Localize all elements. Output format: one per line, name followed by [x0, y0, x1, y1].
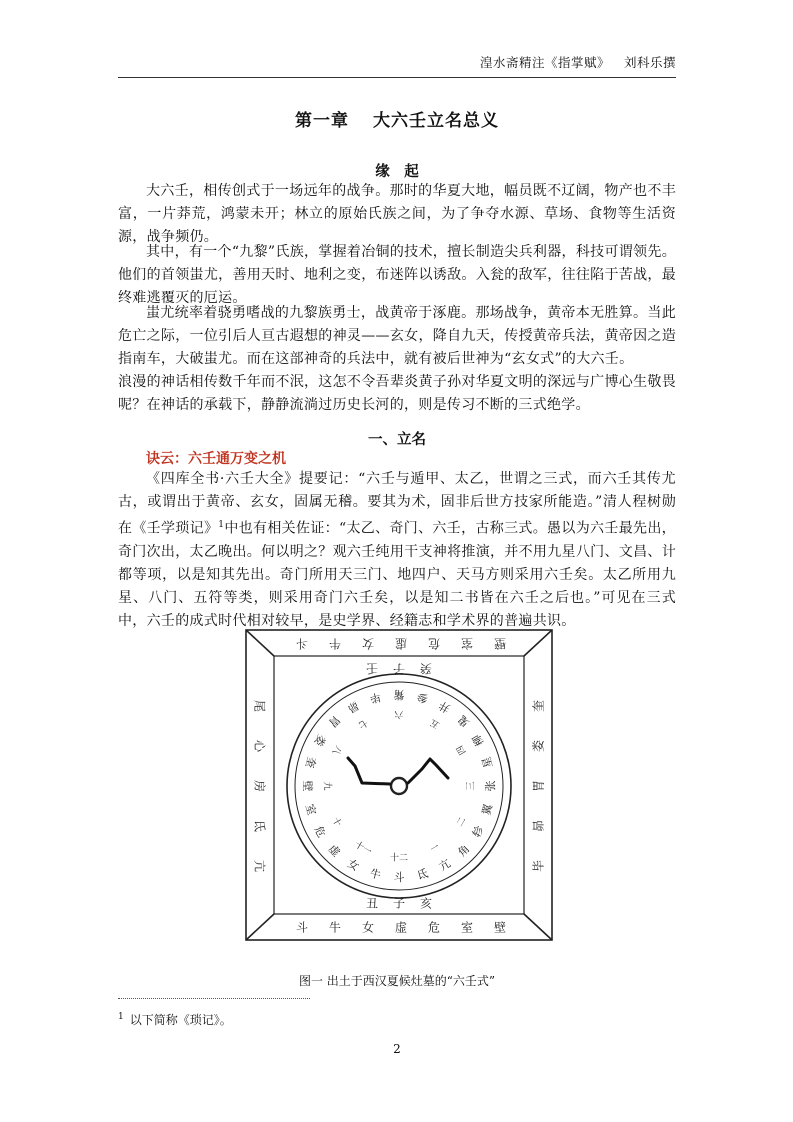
- outer-band-bottom-label: 虚: [394, 920, 408, 935]
- outer-square: [246, 630, 552, 940]
- footnote-divider: [118, 998, 310, 999]
- chapter-name: 大六壬立名总义: [373, 111, 499, 131]
- footnote-mark: 1: [118, 1012, 124, 1022]
- disc-ring-label: 星: [479, 755, 496, 770]
- footnote: [118, 1011, 232, 1028]
- disc-number-label: 二: [455, 815, 469, 829]
- disc-number-label: 四: [455, 743, 469, 757]
- outer-band-right-label: 奎: [531, 699, 546, 713]
- paragraph-5: [118, 468, 676, 633]
- inner-band-bottom-label: 子: [392, 896, 406, 911]
- disc-outer-circle: [287, 674, 511, 898]
- disc-number-label: 八: [329, 743, 343, 757]
- footnote-text: 以下简称《琐记》。: [129, 1013, 232, 1027]
- section-heading-naming: 一、立名: [368, 431, 426, 448]
- inner-band-top-label: 壬: [365, 661, 379, 676]
- chapter-number: 第一章: [295, 111, 349, 131]
- disc-ring-label: 张: [484, 780, 497, 792]
- outer-band-top-label: 虚: [394, 636, 408, 651]
- disc-ring-label: 参: [415, 689, 430, 706]
- paragraph-1: 大六壬，相传创式于一场远年的战争。那时的华夏大地，幅员既不辽阔，物产也不丰富，一片莽荒，鸿蒙未开；林立的原始氏族之间，为了争夺水源、草场、食物等生活资源，战争频仍。: [118, 183, 676, 245]
- outer-band-right-label: 胃: [531, 779, 546, 793]
- disc-ring-label: 亢: [436, 856, 453, 874]
- disc-ring-label: 氐: [415, 866, 430, 883]
- disc-ring-label: 胃: [325, 712, 343, 730]
- inner-band-top-label: 癸: [419, 661, 433, 676]
- disc-number-label: 五: [428, 716, 442, 730]
- outer-band-left-label: 氐: [252, 819, 267, 833]
- disc-ring-label: 危: [311, 823, 329, 840]
- figure-caption: 图一 出土于西汉夏候灶墓的“六壬式”: [298, 974, 496, 988]
- inner-band-bottom-label: 丑: [365, 896, 379, 911]
- disc-center-circle: [391, 778, 407, 794]
- outer-band-right-label: 娄: [531, 739, 546, 753]
- outer-band-top-label: 斗: [295, 636, 309, 651]
- disc-ring-label: 觜: [393, 688, 405, 701]
- outer-band-left-label: 心: [252, 739, 267, 753]
- disc-ring-label: 女: [345, 856, 362, 874]
- outer-band-bottom-label: 女: [361, 920, 375, 935]
- disc-ring-label: 室: [302, 802, 319, 817]
- disc-ring-label: 虚: [325, 842, 343, 860]
- disc-number-label: 一: [428, 842, 442, 856]
- outer-band-left-label: 房: [252, 779, 267, 793]
- disc-ring-label: 昴: [345, 698, 362, 716]
- outer-band-top-label: 壁: [493, 636, 507, 651]
- paragraph-3: 蚩尤统率着骁勇嗜战的九黎族勇士，战黄帝于涿鹿。那场战争，黄帝本无胜算。当此危亡之际，一位引后人亘古遐想的神灵——玄女，降自九天，传授黄帝兵法，黄帝因之造指南车，大破蚩尤。而在这部神奇的兵法中，就有被后世神为“玄女式”的大六壬。: [118, 305, 676, 367]
- paragraph-5-part1: 《四库全书·六壬大全》提要记：“六壬与遁甲、太乙，世谓之三式，而六壬其传尤古，或谓出于黄帝、玄女，固属无稽。要其为术，固非后世方技家所能造。”清人程树勋在《壬学琐记》: [118, 471, 676, 537]
- verse-quote: 诀云：六壬通万变之机: [146, 451, 286, 467]
- outer-band-bottom-label: 斗: [295, 920, 309, 935]
- inner-band-bottom-label: 亥: [419, 896, 433, 911]
- disc-number-label: 十一: [352, 839, 374, 858]
- disc-ring-label: 奎: [302, 755, 319, 770]
- disc-ring-label: 角: [455, 842, 473, 860]
- paragraph-5-part2: 中也有相关佐证：“太乙、奇门、六壬，古称三式。愚以为六壬最先出，奇门次出，太乙晚出。何以明之？观六壬纯用干支神将推演，并不用九星八门、文昌、计都等项，以是知其先出。奇门所用天三门、地四户、天马方则采用六壬矣。太乙所用九星、八门、五符等类，则采用奇门六壬矣，以是知二书皆在六壬之后也。”可见在三式中，六壬的成式时代相对较早，是史学界、经籍志和学术界的普遍共识。: [118, 520, 676, 629]
- disc-ring-label: 毕: [368, 689, 383, 706]
- paragraph-2: 其中，有一个“九黎”氏族，掌握着冶铜的技术，擅长制造尖兵利器，科技可谓领先。他们的首领蚩尤，善用天时、地利之变，布迷阵以诱敌。入瓮的敌军，往往陷于苦战，最终难逃覆灭的厄运。: [118, 244, 676, 306]
- section-heading-origin: 缘 起: [375, 163, 419, 180]
- inner-band-top-label: 子: [392, 661, 406, 676]
- disc-ring-label: 壁: [301, 780, 314, 792]
- chapter-title: [118, 106, 676, 131]
- outer-band-right-label: 昴: [531, 819, 546, 833]
- outer-band-bottom-label: 牛: [328, 920, 342, 935]
- disc-number-label: 六: [394, 708, 404, 719]
- footnote-ref[interactable]: 1: [218, 520, 225, 530]
- outer-band-top-label: 女: [361, 636, 375, 651]
- disc-number-label: 七: [356, 716, 370, 730]
- disc-ring-label: 鬼: [455, 712, 473, 730]
- disc-number-label: 十: [329, 815, 343, 829]
- outer-band-right-label: 毕: [531, 859, 546, 873]
- disc-ring-label: 轸: [469, 823, 487, 840]
- outer-band-top-label: 危: [427, 636, 441, 651]
- disc-ring-label: 娄: [311, 732, 329, 749]
- disc-ring-label: 柳: [469, 732, 487, 749]
- page-number: 2: [393, 1042, 401, 1056]
- header-book-title: 湟水斋精注《指掌赋》: [479, 55, 610, 70]
- outer-band-bottom-label: 室: [460, 920, 474, 935]
- outer-band-left-label: 亢: [252, 859, 267, 873]
- disc-number-label: 三: [466, 781, 477, 791]
- liuren-board-figure: [242, 626, 556, 944]
- disc-ring-label: 斗: [393, 871, 405, 884]
- outer-band-top-label: 牛: [328, 636, 342, 651]
- disc-number-label: 九: [321, 781, 332, 791]
- disc-ring-label: 翼: [479, 802, 496, 817]
- outer-band-left-label: 尾: [252, 699, 267, 713]
- outer-band-bottom-label: 壁: [493, 920, 507, 935]
- header-author: 刘科乐撰: [623, 55, 676, 70]
- disc-number-label: 十二: [389, 853, 409, 864]
- running-header: [118, 53, 676, 78]
- paragraph-4: 浪漫的神话相传数千年而不泯，这怎不令吾辈炎黄子孙对华夏文明的深远与广博心生敬畏呢？在神话的承载下，静静流淌过历史长河的，则是传习不断的三式绝学。: [118, 374, 676, 413]
- outer-band-top-label: 室: [460, 636, 474, 651]
- disc-ring-label: 牛: [368, 866, 383, 883]
- big-dipper-constellation: [348, 758, 448, 784]
- outer-band-bottom-label: 危: [427, 920, 441, 935]
- disc-ring-label: 井: [436, 698, 453, 716]
